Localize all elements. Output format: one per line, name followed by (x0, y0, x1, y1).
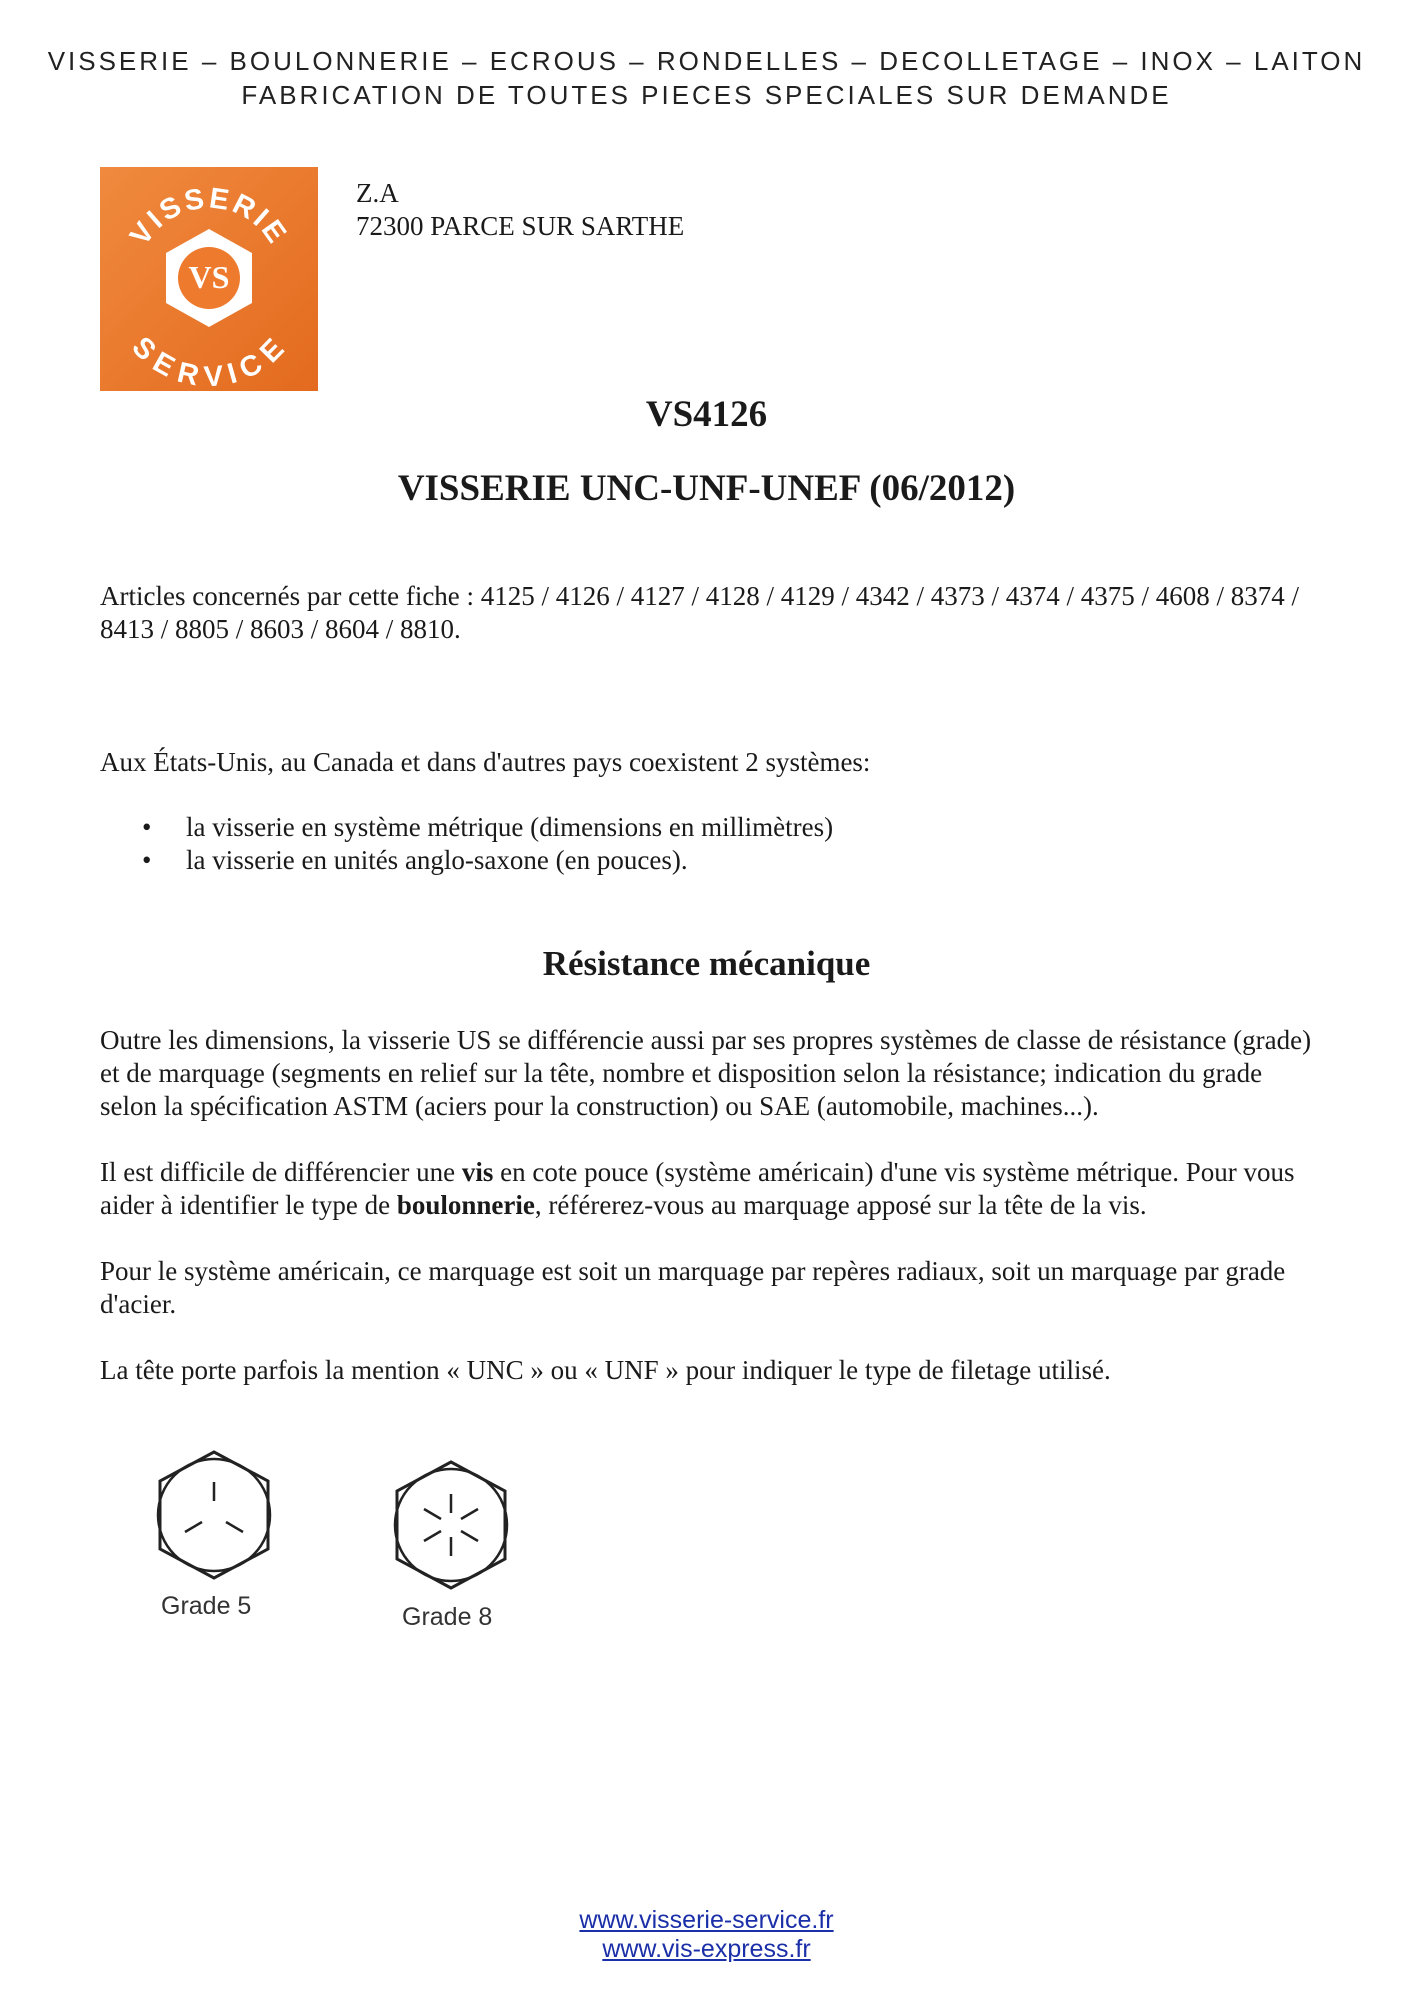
address-line-2: 72300 PARCE SUR SARTHE (356, 211, 685, 241)
paragraph-marking: Pour le système américain, ce marquage est soit un marquage par repères radiaux, soit un marquage par grade d'acier. (100, 1256, 1286, 1319)
bolt-head-3-radial-marks-icon (148, 1448, 280, 1582)
articles-list: Articles concernés par cette fiche : 4125 / 4126 / 4127 / 4128 / 4129 / 4342 / 4373 / 4374 / 4375 / 4608 / 8374 / 8413 / 8805 / 8603 / 8604 / 8810. (100, 581, 1300, 644)
bullet-icon: • (142, 845, 152, 875)
visserie-service-logo (100, 167, 318, 391)
list-item: • la visserie en unités anglo-saxone (en pouces). (142, 845, 688, 875)
header-subtitle: FABRICATION DE TOUTES PIECES SPECIALES SUR DEMANDE (241, 80, 1172, 110)
bullet-icon: • (142, 812, 152, 842)
bolt-head-6-radial-marks-icon (385, 1458, 517, 1592)
website-link-visserie-service[interactable]: www.visserie-service.fr (579, 1906, 834, 1934)
logo-monogram: VS (188, 259, 230, 295)
intro-paragraph: Aux États-Unis, au Canada et dans d'autres pays coexistent 2 systèmes: (100, 747, 871, 777)
section-title: Résistance mécanique (542, 944, 871, 983)
address-line-1: Z.A (356, 178, 399, 208)
systems-list (100, 811, 833, 877)
list-item: • la visserie en système métrique (dimensions en millimètres) (142, 812, 834, 842)
document-title: VISSERIE UNC-UNF-UNEF (06/2012) (397, 468, 1016, 509)
svg-text:SERVICE: SERVICE (125, 330, 293, 391)
paragraph-grades: Outre les dimensions, la visserie US se différencie aussi par ses propres systèmes de classe de résistance (grade) et de marquage (segments en relief sur la tête, nombre et disposition selon la résistance; indication du grade selon la spécification ASTM (aciers pour la construction) ou SAE (automobile, machines...). (100, 1025, 1312, 1121)
header-tagline: VISSERIE – BOULONNERIE – ECROUS – RONDELLES – DECOLLETAGE – INOX – LAITON (47, 46, 1366, 76)
paragraph-thread-type: La tête porte parfois la mention « UNC » ou « UNF » pour indiquer le type de filetage utilisé. (100, 1355, 1111, 1385)
website-link-vis-express[interactable]: www.vis-express.fr (602, 1935, 811, 1963)
paragraph-identification: Il est difficile de différencier une vis en cote pouce (système américain) d'une vis système métrique. Pour vous aider à identifier le type de boulonnerie, référerez-vous au marquage apposé sur la tête de la vis. (100, 1157, 1295, 1220)
logo-graphic (100, 167, 318, 391)
grade-8-label: Grade 8 (402, 1603, 493, 1631)
document-reference: VS4126 (645, 394, 768, 435)
grade-5-label: Grade 5 (161, 1592, 252, 1620)
svg-text:VISSERIE: VISSERIE (124, 182, 294, 252)
